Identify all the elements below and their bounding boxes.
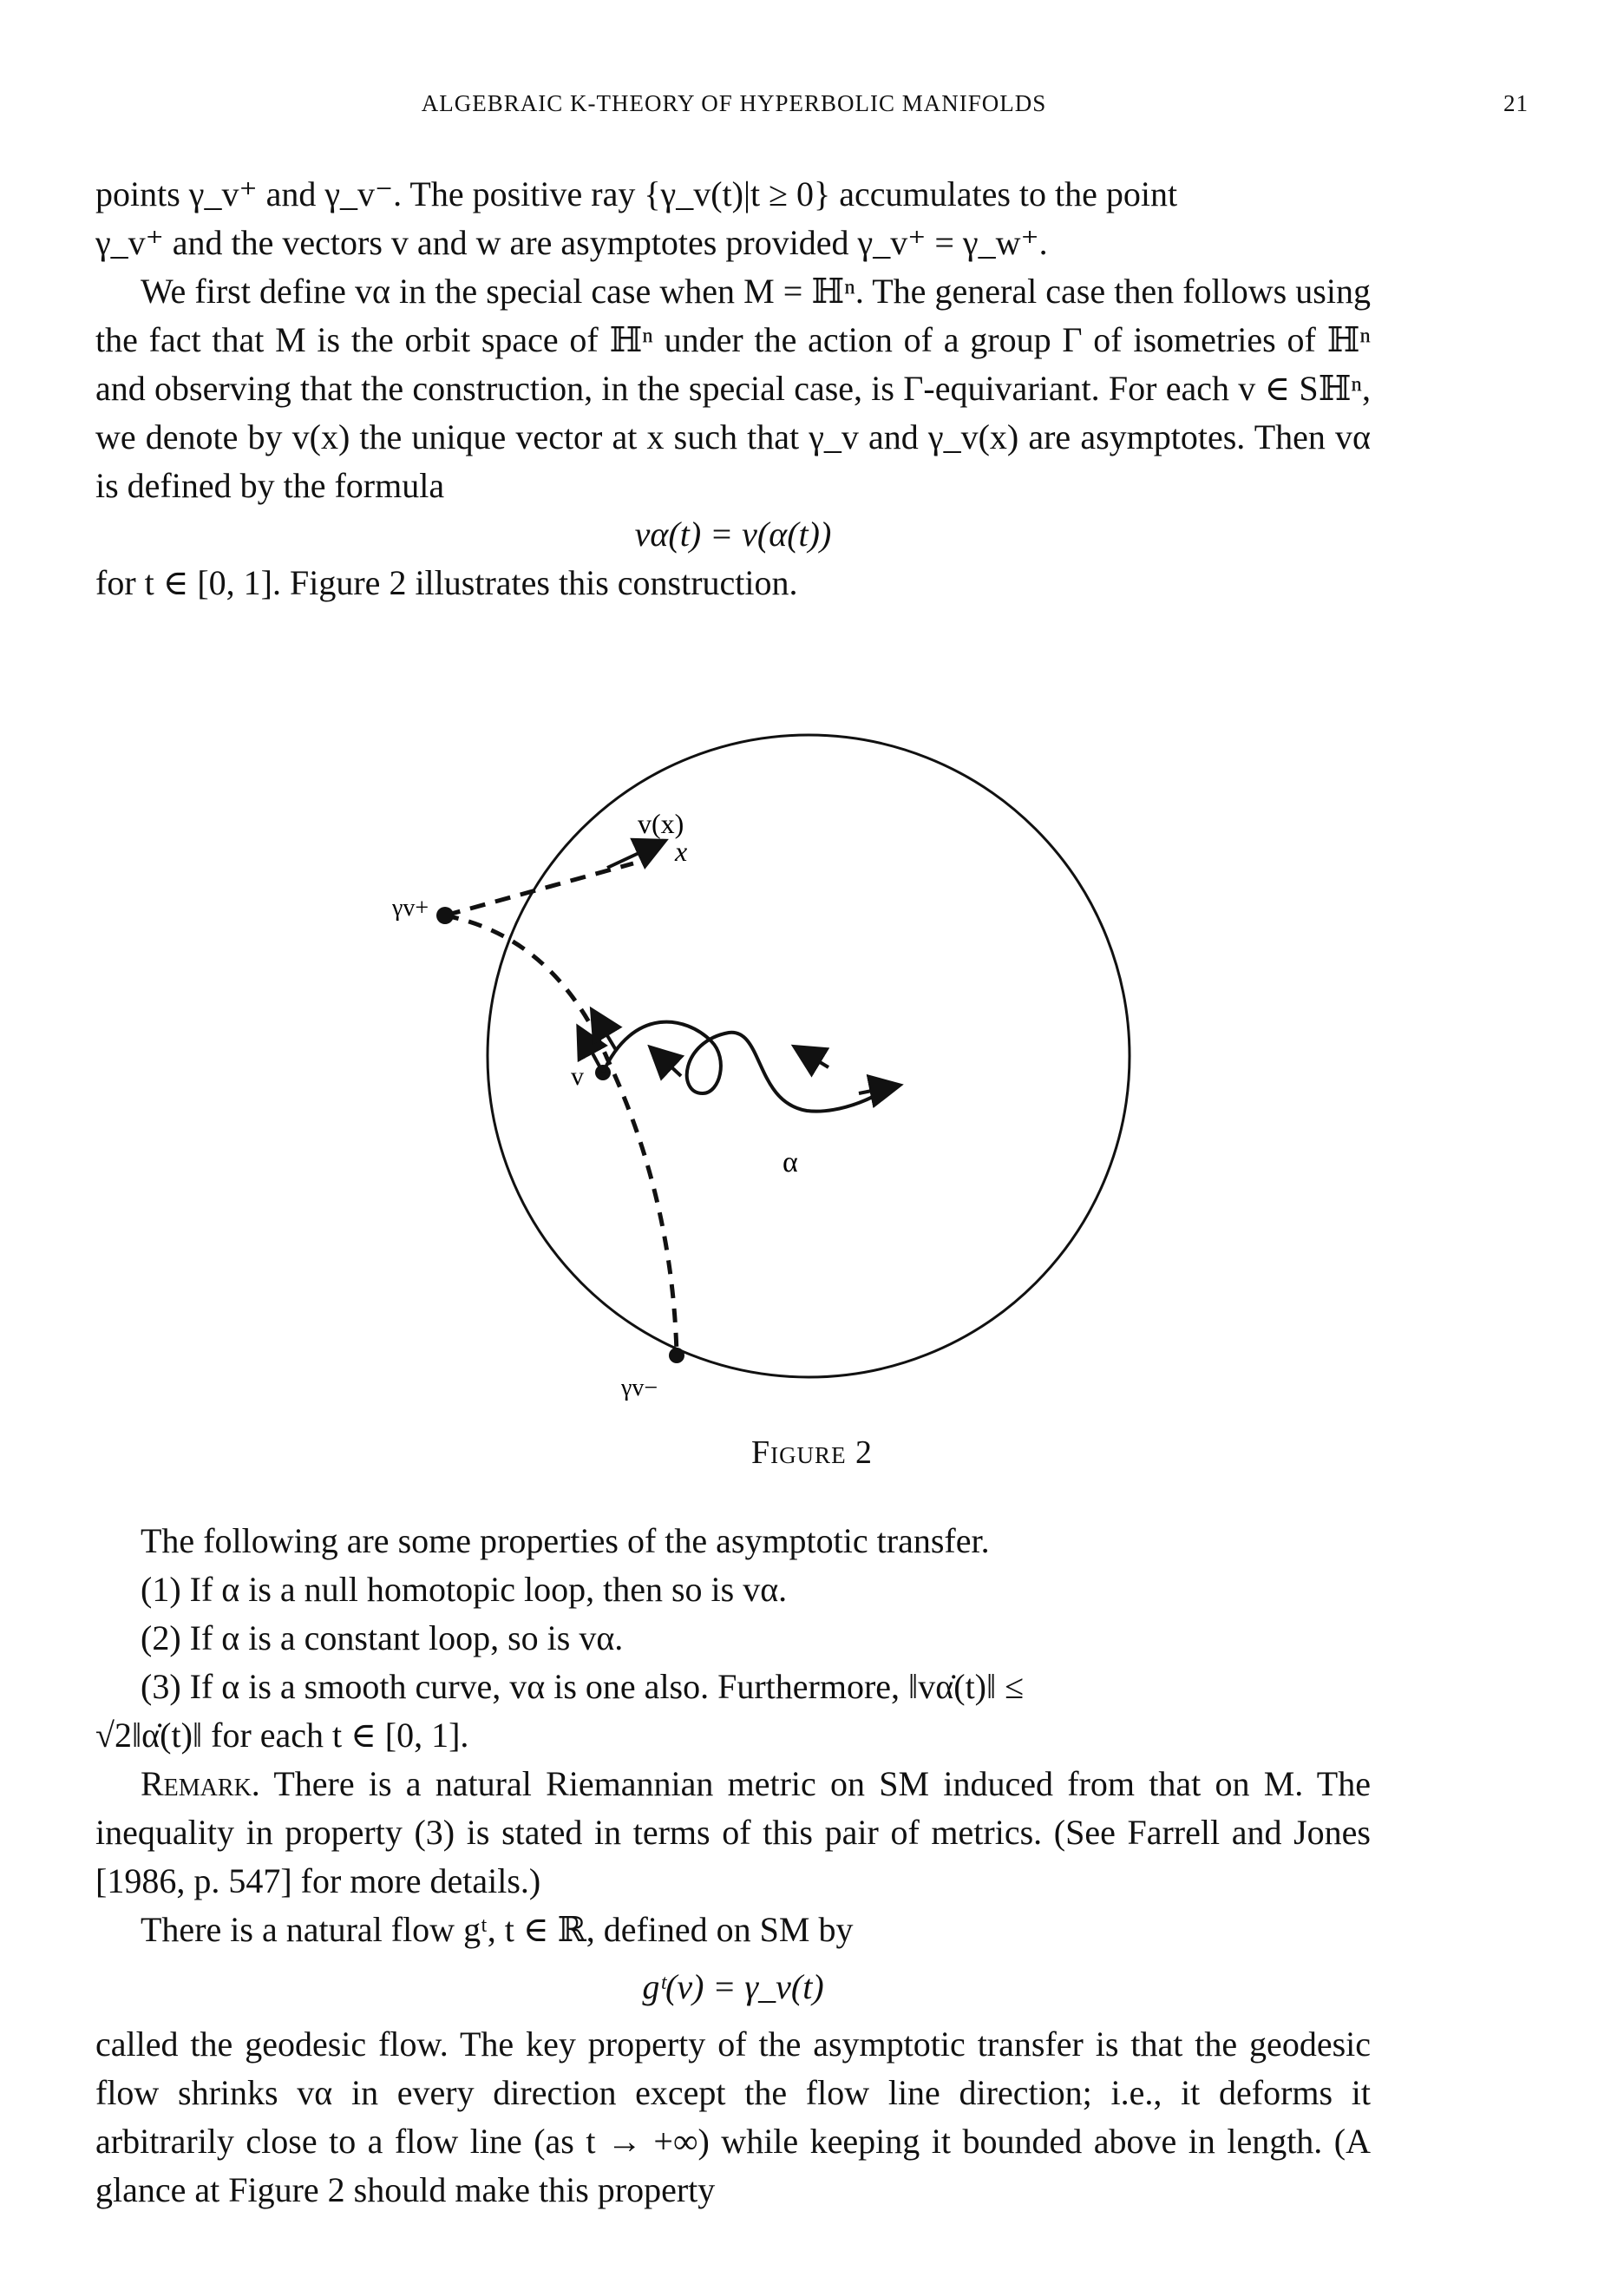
remark-paragraph [95,1760,1371,1906]
alpha-arrow-4 [859,1086,894,1093]
paragraph-figure-ref: for t ∈ [0, 1]. Figure 2 illustrates this construction. [95,563,798,602]
point-gamma-plus [436,907,454,924]
paragraph-line-2: γ_v⁺ and the vectors v and w are asymptotes provided γ_v⁺ = γ_w⁺. [95,223,1048,262]
label-gamma-minus: γv− [621,1375,658,1401]
geodesic-dashed [445,915,677,1354]
paragraph-line-1: points γ_v⁺ and γ_v⁻. The positive ray {γ_v(t)|t ≥ 0} accumulates to the point [95,174,1178,213]
label-v: v [571,1062,584,1091]
curve-alpha [603,1022,889,1112]
label-gamma-plus: γv+ [392,895,429,922]
properties-intro: The following are some properties of the asymptotic transfer. [141,1521,990,1560]
label-vx: v(x) [638,808,684,839]
label-alpha: α [783,1146,798,1178]
property-1: (1) If α is a null homotopic loop, then so is vα. [141,1570,788,1609]
label-x: x [675,836,688,867]
property-3-line-2: √2‖α̇(t)‖ for each t ∈ [0, 1]. [95,1716,469,1755]
property-3-line-1: (3) If α is a smooth curve, vα is one also. Furthermore, ‖vα̇(t)‖ ≤ [141,1667,1025,1706]
ray-to-x-dashed [445,863,633,915]
alpha-arrow-3 [800,1050,828,1067]
running-title: ALGEBRAIC K-THEORY OF HYPERBOLIC MANIFOLDS [421,90,1047,116]
alpha-arrow-2 [655,1052,681,1076]
page-header [95,90,1529,125]
formula-va: vα(t) = v(α(t)) [634,515,832,554]
remark-text: There is a natural Riemannian metric on SM induced from that on M. The inequality in property (3) is stated in terms of this pair of metrics. (See Farrell and Jones [1986, p. 547] for more details.) [95,1764,1371,1900]
final-paragraph: called the geodesic flow. The key property of the asymptotic transfer is that the geodesic flow shrinks vα in every direction except the flow line direction; i.e., it deforms it arbitrarily close to a flow line (as t → +∞) while keeping it bounded above in length. (A glance at Figure 2 should make this property [95,2024,1371,2209]
top-text-block [95,170,1371,607]
formula-geodesic-flow: gᵗ(v) = γ_v(t) [642,1967,824,2006]
bottom-text-block [95,1517,1371,2215]
property-2: (2) If α is a constant loop, so is vα. [141,1618,624,1657]
remark-label: Remark. [141,1764,260,1803]
geodesic-flow-intro: There is a natural flow gᵗ, t ∈ ℝ, defined on SM by [141,1910,854,1949]
figure-caption: Figure 2 [750,1434,874,1471]
alpha-arrow-1 [595,1015,616,1050]
page-number: 21 [1503,90,1529,116]
paragraph-definition: We first define vα in the special case when M = ℍⁿ. The general case then follows using the fact that M is the orbit space of ℍⁿ under the action of a group Γ of isometries of ℍⁿ and observing that the construction, in the special case, is Γ-equivariant. For each v ∈ Sℍⁿ, we denote by v(x) the unique vector at x such that γ_v and γ_v(x) are asymptotes. Then vα is defined by the formula [95,272,1371,505]
figure-2-diagram [373,712,1206,1449]
point-gamma-minus [669,1348,684,1363]
